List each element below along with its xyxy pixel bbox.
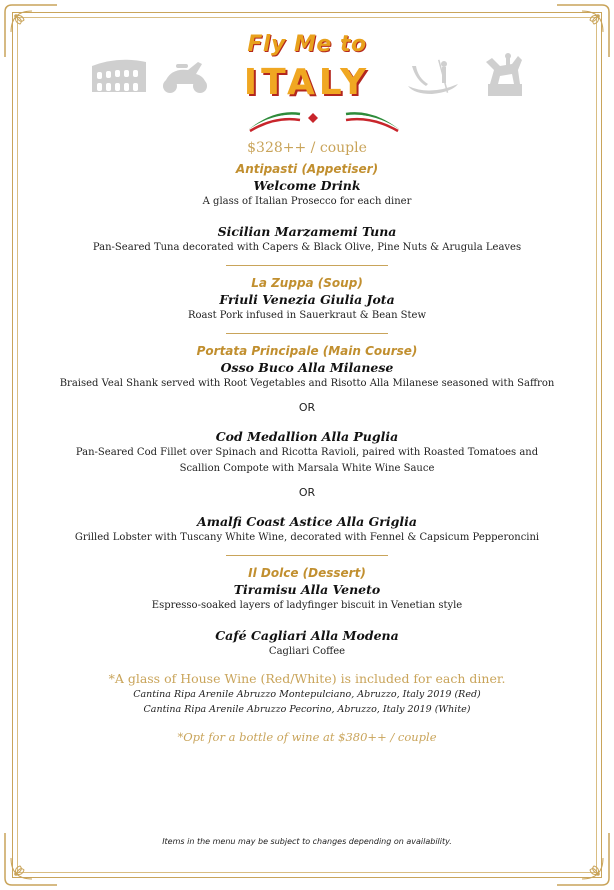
- dish-name: Tiramisu Alla Veneto: [233, 582, 381, 597]
- flag-swoosh-right-icon: [346, 113, 398, 131]
- title-italy: ITALY: [243, 62, 371, 103]
- dish-desc-continued: Scallion Compote with Marsala White Wine Sauce: [179, 463, 435, 474]
- title-fly-me-to: Fly Me to: [247, 32, 367, 57]
- dish-desc: Roast Pork infused in Sauerkraut & Bean Stew: [187, 310, 427, 321]
- or-separator: OR: [298, 486, 316, 499]
- wine-note: *A glass of House Wine (Red/White) is included for each diner.: [108, 671, 506, 686]
- dish-desc: Pan-Seared Tuna decorated with Capers & Black Olive, Pine Nuts & Arugula Leaves: [92, 242, 522, 253]
- flag-swoosh-left-icon: [250, 113, 300, 131]
- dish-desc: Braised Veal Shank served with Root Vegetables and Risotto Alla Milanese seasoned with Saffron: [59, 378, 555, 389]
- dish-name: Café Cagliari Alla Modena: [215, 628, 399, 643]
- dish-desc: Grilled Lobster with Tuscany White Wine, decorated with Fennel & Capsicum Pepperoncini: [74, 532, 540, 543]
- section-divider: [226, 265, 388, 266]
- wine-bottle-option: *Opt for a bottle of wine at $380++ / couple: [177, 730, 437, 744]
- wine-line-white: Cantina Ripa Arenile Abruzzo Pecorino, Abruzzo, Italy 2019 (White): [143, 704, 471, 715]
- dish-name: Friuli Venezia Giulia Jota: [219, 292, 395, 307]
- section-title-main-course: Portata Principale (Main Course): [196, 344, 418, 358]
- menu-header: [0, 0, 614, 140]
- availability-disclaimer: Items in the menu may be subject to changes depending on availability.: [162, 837, 452, 846]
- dish-desc: Espresso-soaked layers of ladyfinger biscuit in Venetian style: [151, 600, 463, 611]
- dish-name: Osso Buco Alla Milanese: [220, 360, 394, 375]
- or-separator: OR: [298, 401, 316, 414]
- dish-name: Sicilian Marzamemi Tuna: [217, 224, 397, 239]
- menu-content: [30, 137, 584, 746]
- section-divider: [226, 333, 388, 334]
- dish-desc: Pan-Seared Cod Fillet over Spinach and Ricotta Ravioli, paired with Roasted Tomatoes and: [75, 447, 539, 458]
- section-title-dessert: Il Dolce (Dessert): [248, 566, 366, 580]
- section-title-zuppa: La Zuppa (Soup): [251, 276, 363, 290]
- dish-desc: Cagliari Coffee: [268, 646, 346, 657]
- dish-name: Amalfi Coast Astice Alla Griglia: [197, 514, 417, 529]
- section-divider: [226, 555, 388, 556]
- dish-name: Cod Medallion Alla Puglia: [215, 429, 399, 444]
- wine-line-red: Cantina Ripa Arenile Abruzzo Montepulciano, Abruzzo, Italy 2019 (Red): [133, 689, 481, 700]
- dish-name: Welcome Drink: [253, 178, 361, 193]
- diamond-icon: [308, 113, 318, 123]
- price: $328++ / couple: [247, 140, 367, 156]
- section-title-antipasti: Antipasti (Appetiser): [235, 162, 379, 176]
- dish-desc: A glass of Italian Prosecco for each diner: [202, 196, 412, 207]
